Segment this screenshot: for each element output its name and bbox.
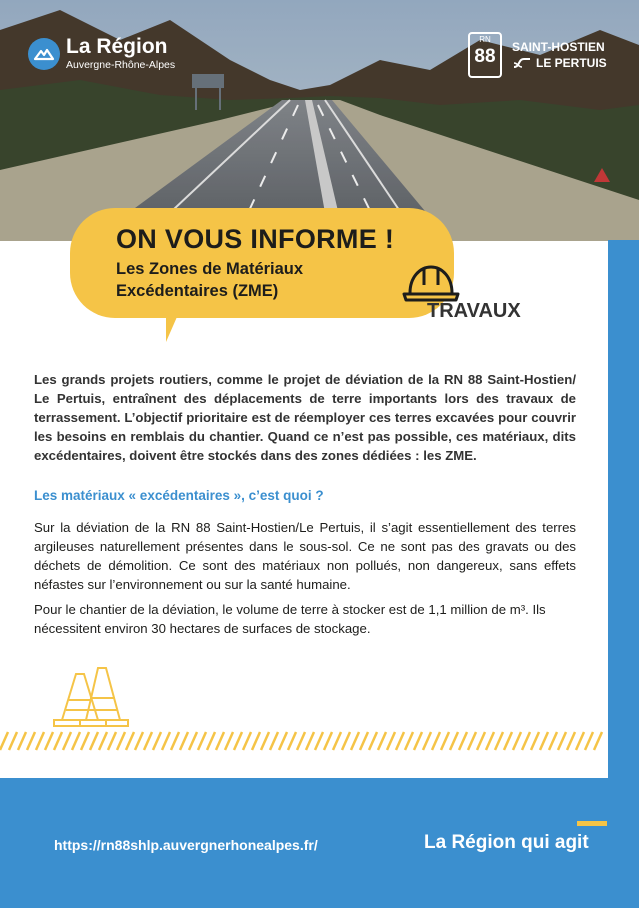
section-paragraph-2: Pour le chantier de la déviation, le volume de terre à stocker est de 1,1 million de m³. Ils nécessitent environ 30 hectares de surfaces de stockage.: [34, 602, 546, 636]
info-bubble-tail: [166, 310, 186, 342]
traffic-cone-icon: [54, 668, 128, 726]
region-logo-title: La Région: [66, 35, 168, 58]
route-logo-line1: SAINT-HOSTIEN: [512, 40, 605, 54]
hard-hat-icon: [402, 263, 460, 303]
bubble-title: ON VOUS INFORME !: [116, 224, 395, 254]
rn-shield: [468, 32, 502, 78]
route-logo-line2: LE PERTUIS: [536, 56, 607, 70]
road-s-icon: [512, 57, 532, 69]
footer-slogan: La Région qui agit: [424, 832, 589, 853]
region-logo-subtitle: Auvergne-Rhône-Alpes: [66, 59, 176, 71]
intro-paragraph: Les grands projets routiers, comme le projet de déviation de la RN 88 Saint-Hostien/ Le Pertuis, entraînent des déplacements de terre importants lors des travaux de terrassement. L’objectif prioritaire est de réemployer ces terres excavées pour couvrir les besoins en remblais du chantier. Quand ce n’est pas possible, ces matériaux, dits excédentaires, doivent être stockés dans des zones dédiées : les ZME.: [34, 372, 576, 463]
section-paragraph-1: Sur la déviation de la RN 88 Saint-Hostien/Le Pertuis, il s’agit essentiellement des terres argileuses naturellement présentes dans le sous-sol. Ce ne sont pas des gravats ou des déchets de démolition. Ce sont des matériaux non pollués, non dangereux, sans effets néfastes sur l’environnement ou sur la santé humaine.: [34, 520, 576, 592]
section-heading: Les matériaux « excédentaires », c’est quoi ?: [34, 488, 324, 503]
slogan-accent-bar: [577, 821, 607, 826]
travaux-tag: TRAVAUX: [427, 300, 521, 322]
route-logo: [468, 32, 607, 78]
traffic-cones-decoration: [0, 660, 608, 760]
region-logo: [28, 36, 175, 72]
rn-shield-label: RN: [479, 35, 491, 44]
rn-shield-number: 88: [474, 46, 496, 67]
bubble-subtitle: Les Zones de Matériaux Excédentaires (ZME): [116, 260, 304, 300]
footer-url-link[interactable]: https://rn88shlp.auvergnerhonealpes.fr/: [54, 837, 318, 853]
mountain-logo-icon: [28, 38, 60, 70]
